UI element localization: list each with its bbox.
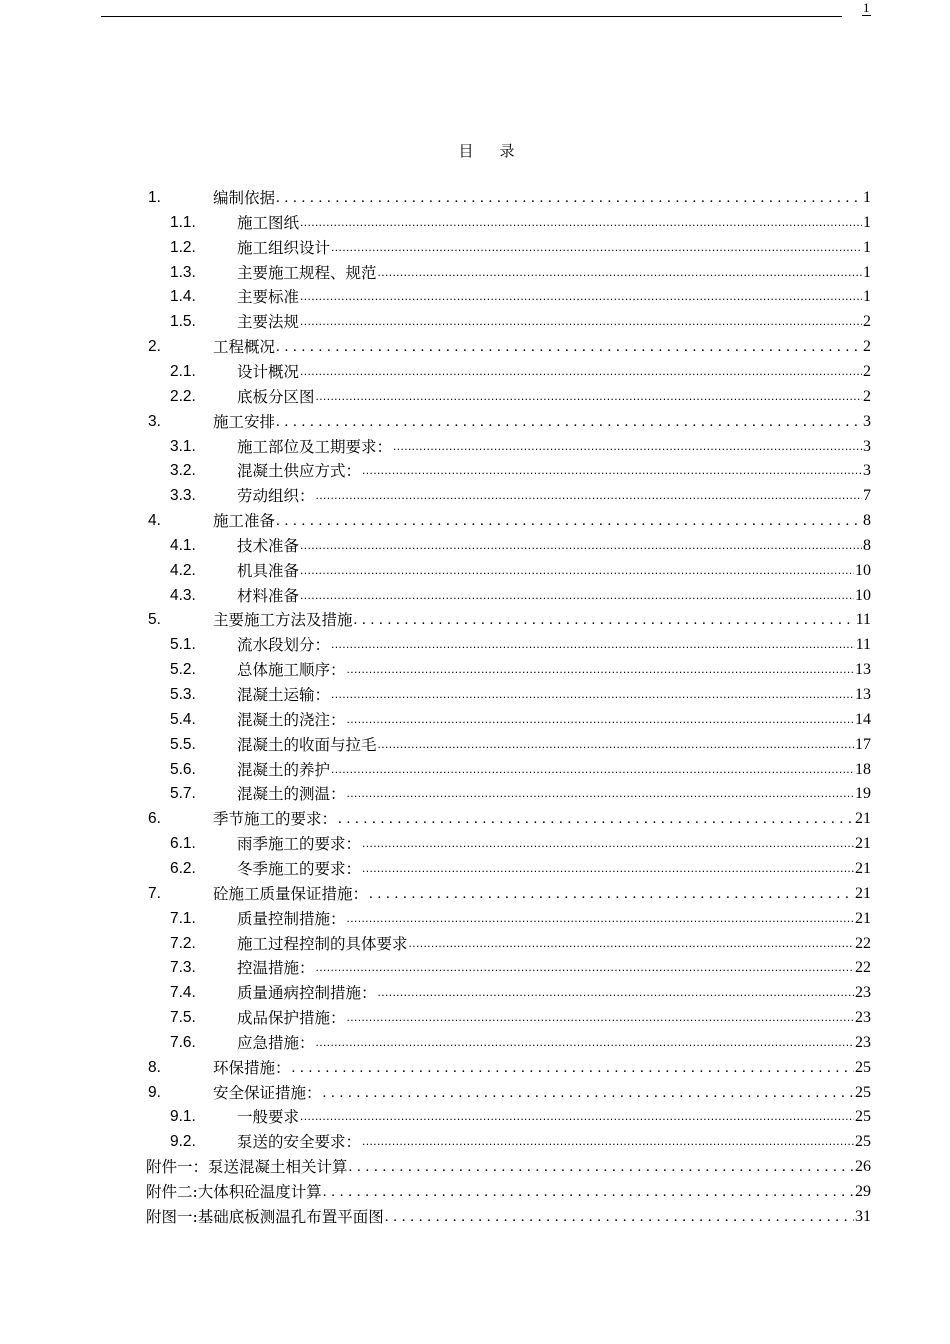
toc-entry[interactable] (0, 857, 950, 881)
toc-entry-title: 质量通病控制措施： (237, 984, 377, 1003)
toc-entry-line (237, 310, 871, 334)
toc-leader-dots (276, 410, 862, 434)
toc-entry-title: 成品保护措施： (237, 1009, 346, 1028)
toc-entry-title: 施工组织设计 (237, 238, 331, 257)
toc-entry-line (237, 1031, 871, 1055)
page-number: 1 (863, 0, 870, 15)
toc-entry-number: 5. (148, 611, 161, 629)
toc-entry-number: 3.2. (170, 462, 196, 480)
toc-entry[interactable] (0, 1006, 950, 1030)
toc-entry-line (213, 807, 871, 831)
toc-entry[interactable] (0, 658, 950, 682)
toc-entry-line (213, 1081, 871, 1105)
toc-leader-dots (323, 1180, 854, 1204)
toc-entry-page: 14 (855, 710, 871, 728)
toc-entry-title: 施工准备 (213, 512, 276, 531)
toc-entry-line (237, 932, 871, 956)
toc-entry-line (237, 832, 871, 856)
toc-entry-line (146, 1155, 871, 1179)
toc-entry-title: 主要标准 (237, 288, 300, 307)
toc-leader-dots (347, 907, 854, 931)
toc-entry-number: 8. (148, 1058, 161, 1076)
toc-entry-number: 5.7. (170, 785, 196, 803)
toc-entry-number: 9. (148, 1083, 161, 1101)
toc-leader-dots (409, 932, 854, 956)
toc-leader-dots (276, 186, 862, 210)
toc-entry-page: 11 (855, 636, 871, 654)
toc-entry[interactable] (0, 782, 950, 806)
toc-leader-dots (316, 1031, 854, 1055)
toc-entry-title: 施工过程控制的具体要求 (237, 934, 408, 953)
toc-entry-page: 21 (855, 835, 871, 853)
toc-entry-number: 2. (148, 338, 161, 356)
toc-title (0, 140, 950, 161)
toc-entry-title: 混凝土的养护 (237, 760, 331, 779)
toc-entry-page: 25 (855, 1058, 871, 1076)
toc-entry-page: 21 (855, 884, 871, 902)
toc-entry-title: 质量控制措施： (237, 909, 346, 928)
toc-leader-dots (362, 857, 854, 881)
toc-entry-number: 7.1. (170, 909, 196, 927)
toc-entry-number: 7.3. (170, 959, 196, 977)
toc-entry-page: 10 (855, 586, 871, 604)
toc-entry-title: 砼施工质量保证措施： (213, 884, 369, 903)
toc-entry-number: 1.3. (170, 263, 196, 281)
toc-entry[interactable] (0, 1105, 950, 1129)
toc-entry[interactable] (0, 1180, 950, 1204)
toc-entry-line (237, 633, 871, 657)
toc-entry-line (237, 360, 871, 384)
toc-entry-title: 劳动组织： (237, 487, 315, 506)
toc-entry-line (237, 261, 871, 285)
toc-entry-page: 29 (855, 1183, 871, 1200)
toc-entry-number: 6. (148, 810, 161, 828)
toc-entry[interactable] (0, 708, 950, 732)
toc-entry-page: 21 (855, 909, 871, 927)
toc-entry-title: 设计概况 (237, 362, 300, 381)
toc-entry-title: 主要施工规程、规范 (237, 263, 377, 282)
toc-entry-number: 9.1. (170, 1108, 196, 1126)
toc-entry[interactable] (0, 335, 950, 359)
toc-entry-page: 21 (855, 859, 871, 877)
toc-entry-line (237, 782, 871, 806)
toc-leader-dots (300, 310, 862, 334)
toc-entry-title: 冬季施工的要求： (237, 859, 362, 878)
toc-entry-line (237, 683, 871, 707)
toc-entry-number: 2.2. (170, 387, 196, 405)
toc-entry[interactable] (0, 758, 950, 782)
toc-leader-dots (292, 1056, 854, 1080)
toc-entry-title: 主要施工方法及措施 (213, 611, 353, 630)
toc-leader-dots (338, 807, 854, 831)
toc-entry[interactable] (0, 435, 950, 459)
toc-entry-number: 5.3. (170, 686, 196, 703)
toc-entry-line (237, 857, 871, 881)
toc-entry-title: 主要法规 (237, 313, 300, 332)
toc-entry-page: 2 (863, 387, 871, 405)
toc-entry-title: 季节施工的要求： (213, 810, 338, 829)
toc-entry-page: 25 (855, 1133, 871, 1151)
toc-entry-number: 6.2. (170, 859, 196, 877)
toc-entry-number: 7.5. (170, 1009, 196, 1027)
toc-entry-number: 9.2. (170, 1133, 196, 1151)
toc-leader-dots (349, 1155, 854, 1179)
toc-entry[interactable] (0, 584, 950, 608)
toc-leader-dots (369, 882, 854, 906)
toc-entry-page: 21 (855, 810, 871, 828)
toc-entry-number: 7.4. (170, 984, 196, 1002)
toc-entry-title: 施工安排 (213, 412, 276, 431)
toc-entry-line (237, 285, 871, 309)
toc-entry-number: 1.1. (170, 213, 196, 231)
toc-entry-line (213, 410, 871, 434)
toc-entry[interactable] (0, 956, 950, 980)
toc-entry-page: 7 (863, 487, 871, 505)
toc-entry-title: 附件一：泵送混凝土相关计算 (146, 1158, 348, 1177)
toc-leader-dots (300, 559, 854, 583)
toc-entry[interactable] (0, 608, 950, 632)
toc-entry-number: 5.6. (170, 760, 196, 778)
toc-entry-page: 2 (863, 362, 871, 380)
toc-entry-title: 编制依据 (213, 189, 276, 207)
toc-entry-page: 3 (863, 462, 871, 480)
toc-entry[interactable] (0, 360, 950, 384)
toc-entry-page: 8 (863, 536, 871, 554)
toc-title-part1: 目 (458, 142, 476, 160)
toc-leader-dots (276, 509, 862, 533)
toc-leader-dots (378, 261, 862, 285)
toc-entry-title: 控温措施： (237, 959, 315, 978)
toc-entry-page: 13 (855, 686, 871, 703)
toc-entry-line (237, 1130, 871, 1154)
toc-entry-page: 18 (855, 760, 871, 778)
toc-leader-dots (300, 534, 862, 558)
toc-entry-number: 4.3. (170, 586, 196, 604)
toc-entry-line (146, 1205, 871, 1229)
toc-entry-number: 4.1. (170, 536, 196, 554)
toc-entry-title: 应急措施： (237, 1033, 315, 1052)
toc-leader-dots (316, 484, 862, 508)
toc-entry-line (213, 608, 871, 632)
toc-entry-title: 混凝土运输： (237, 686, 331, 704)
toc-entry[interactable] (0, 385, 950, 409)
toc-entry[interactable] (0, 633, 950, 657)
toc-entry-number: 3.1. (170, 437, 196, 455)
toc-entry-number: 4. (148, 512, 161, 530)
toc-leader-dots (323, 1081, 854, 1105)
toc-entry-line (237, 956, 871, 980)
toc-entry[interactable] (0, 683, 950, 707)
toc-entry[interactable] (0, 1031, 950, 1055)
toc-entry-line (213, 335, 871, 359)
toc-entry-page: 25 (855, 1108, 871, 1126)
toc-entry-page: 23 (855, 1009, 871, 1027)
toc-entry[interactable] (0, 932, 950, 956)
toc-entry-title: 总体施工顺序： (237, 661, 346, 680)
toc-entry-number: 1.5. (170, 313, 196, 331)
toc-entry-page: 22 (855, 959, 871, 977)
toc-entry-line (237, 708, 871, 732)
toc-entry[interactable] (0, 186, 950, 210)
toc-entry[interactable] (0, 1081, 950, 1105)
toc-entry-line (237, 658, 871, 682)
toc-entry[interactable] (0, 236, 950, 260)
toc-entry-page: 25 (855, 1083, 871, 1101)
toc-entry-number: 7. (148, 884, 161, 902)
toc-entry-line (146, 1180, 871, 1204)
toc-entry-title: 底板分区图 (237, 387, 315, 406)
toc-leader-dots (300, 584, 854, 608)
toc-entry[interactable] (0, 410, 950, 434)
toc-entry-title: 附件二:大体积砼温度计算 (146, 1183, 322, 1201)
toc-entry-title: 混凝土供应方式： (237, 462, 362, 481)
toc-entry-title: 混凝土的浇注： (237, 710, 346, 729)
toc-entry-number: 4.2. (170, 561, 196, 579)
toc-leader-dots (362, 832, 854, 856)
toc-entry-title: 雨季施工的要求： (237, 835, 362, 854)
toc-entry[interactable] (0, 261, 950, 285)
toc-entry[interactable] (0, 509, 950, 533)
toc-entry-title: 流水段划分： (237, 636, 331, 655)
toc-entry[interactable] (0, 832, 950, 856)
toc-entry-number: 1.2. (170, 238, 196, 256)
toc-entry[interactable] (0, 882, 950, 906)
toc-entry-page: 3 (863, 437, 871, 455)
toc-entry-page: 1 (863, 263, 871, 281)
toc-entry-number: 5.1. (170, 636, 196, 654)
toc-entry[interactable] (0, 559, 950, 583)
toc-entry-line (237, 211, 871, 235)
toc-entry-line (237, 459, 871, 483)
toc-entry-page: 1 (863, 238, 871, 256)
toc-leader-dots (347, 1006, 854, 1030)
toc-entry-title: 机具准备 (237, 561, 300, 580)
toc-entry-page: 26 (855, 1158, 871, 1176)
toc-leader-dots (347, 658, 854, 682)
toc-entry-number: 5.2. (170, 661, 196, 679)
toc-entry-title: 一般要求 (237, 1108, 300, 1127)
toc-entry-line (237, 435, 871, 459)
toc-entry[interactable] (0, 1205, 950, 1229)
toc-leader-dots (300, 211, 862, 235)
toc-leader-dots (331, 236, 862, 260)
toc-entry-line (237, 733, 871, 757)
toc-leader-dots (378, 733, 854, 757)
toc-entry[interactable] (0, 484, 950, 508)
toc-entry-page: 11 (855, 611, 871, 629)
toc-entry-title: 混凝土的测温： (237, 785, 346, 804)
toc-entry-number: 1. (148, 189, 161, 206)
toc-entry-line (213, 1056, 871, 1080)
toc-entry[interactable] (0, 1130, 950, 1154)
toc-entry-number: 3. (148, 412, 161, 430)
toc-entry-page: 10 (855, 561, 871, 579)
toc-entry-title: 泵送的安全要求： (237, 1133, 362, 1152)
toc-entry-page: 3 (863, 412, 871, 430)
toc-entry-title: 施工图纸 (237, 213, 300, 232)
toc-entry[interactable] (0, 907, 950, 931)
toc-entry[interactable] (0, 981, 950, 1005)
toc-entry-number: 5.5. (170, 735, 196, 753)
toc-entry-line (237, 484, 871, 508)
toc-entry[interactable] (0, 459, 950, 483)
toc-leader-dots (300, 285, 862, 309)
toc-leader-dots (331, 633, 855, 657)
toc-entry-number: 2.1. (170, 362, 196, 380)
toc-entry-line (237, 534, 871, 558)
toc-leader-dots (300, 1105, 854, 1129)
toc-entry-page: 13 (855, 661, 871, 679)
toc-entry[interactable] (0, 807, 950, 831)
toc-entry[interactable] (0, 534, 950, 558)
toc-entry-title: 材料准备 (237, 586, 300, 605)
toc-leader-dots (300, 360, 862, 384)
toc-leader-dots (347, 708, 854, 732)
toc-entry-page: 2 (863, 313, 871, 331)
toc-entry-title: 工程概况 (213, 338, 276, 357)
header-rule (101, 16, 842, 17)
toc-entry-title: 技术准备 (237, 536, 300, 555)
toc-title-part2: 录 (499, 142, 517, 160)
toc-entry[interactable] (0, 310, 950, 334)
toc-entry-line (213, 882, 871, 906)
toc-leader-dots (331, 683, 854, 707)
toc-entry-page: 17 (855, 735, 871, 753)
toc-leader-dots (385, 1205, 854, 1229)
toc-entry-page: 2 (863, 338, 871, 356)
toc-leader-dots (362, 459, 862, 483)
toc-entry-page: 1 (863, 189, 871, 206)
toc-entry-line (237, 758, 871, 782)
toc-leader-dots (362, 1130, 854, 1154)
toc-leader-dots (331, 758, 854, 782)
toc-entry[interactable] (0, 733, 950, 757)
toc-entry-page: 22 (855, 934, 871, 952)
toc-entry-line (213, 186, 871, 210)
toc-entry-line (237, 981, 871, 1005)
toc-entry[interactable] (0, 285, 950, 309)
toc-leader-dots (378, 981, 854, 1005)
toc-entry-title: 施工部位及工期要求： (237, 437, 393, 456)
toc-entry-page: 19 (855, 785, 871, 803)
toc-entry-page: 8 (863, 512, 871, 530)
toc-entry-line (213, 509, 871, 533)
toc-entry-line (237, 385, 871, 409)
toc-entry-page: 23 (855, 984, 871, 1002)
toc-entry-number: 5.4. (170, 710, 196, 728)
toc-leader-dots (316, 956, 854, 980)
toc-entry[interactable] (0, 1056, 950, 1080)
toc-entry-page: 1 (863, 213, 871, 231)
toc-entry-page: 1 (863, 288, 871, 306)
toc-entry-number: 6.1. (170, 835, 196, 853)
toc-leader-dots (354, 608, 855, 632)
toc-entry-number: 7.2. (170, 934, 196, 952)
toc-entry-page: 23 (855, 1033, 871, 1051)
toc-entry-page: 31 (855, 1207, 871, 1225)
toc-entry[interactable] (0, 1155, 950, 1179)
toc-entry-line (237, 584, 871, 608)
toc-entry-title: 混凝土的收面与拉毛 (237, 735, 377, 754)
toc-entry-title: 附图一:基础底板测温孔布置平面图 (146, 1207, 384, 1226)
toc-entry-number: 1.4. (170, 288, 196, 306)
toc-entry-number: 3.3. (170, 487, 196, 505)
toc-entry[interactable] (0, 211, 950, 235)
toc-leader-dots (316, 385, 862, 409)
toc-entry-line (237, 1105, 871, 1129)
toc-entry-line (237, 1006, 871, 1030)
toc-entry-line (237, 559, 871, 583)
toc-entry-line (237, 236, 871, 260)
toc-leader-dots (347, 782, 854, 806)
toc-entry-number: 7.6. (170, 1033, 196, 1051)
toc-leader-dots (393, 435, 862, 459)
toc-entry-title: 安全保证措施： (213, 1083, 322, 1102)
toc-leader-dots (276, 335, 862, 359)
toc-entry-line (237, 907, 871, 931)
toc-entry-title: 环保措施： (213, 1058, 291, 1077)
